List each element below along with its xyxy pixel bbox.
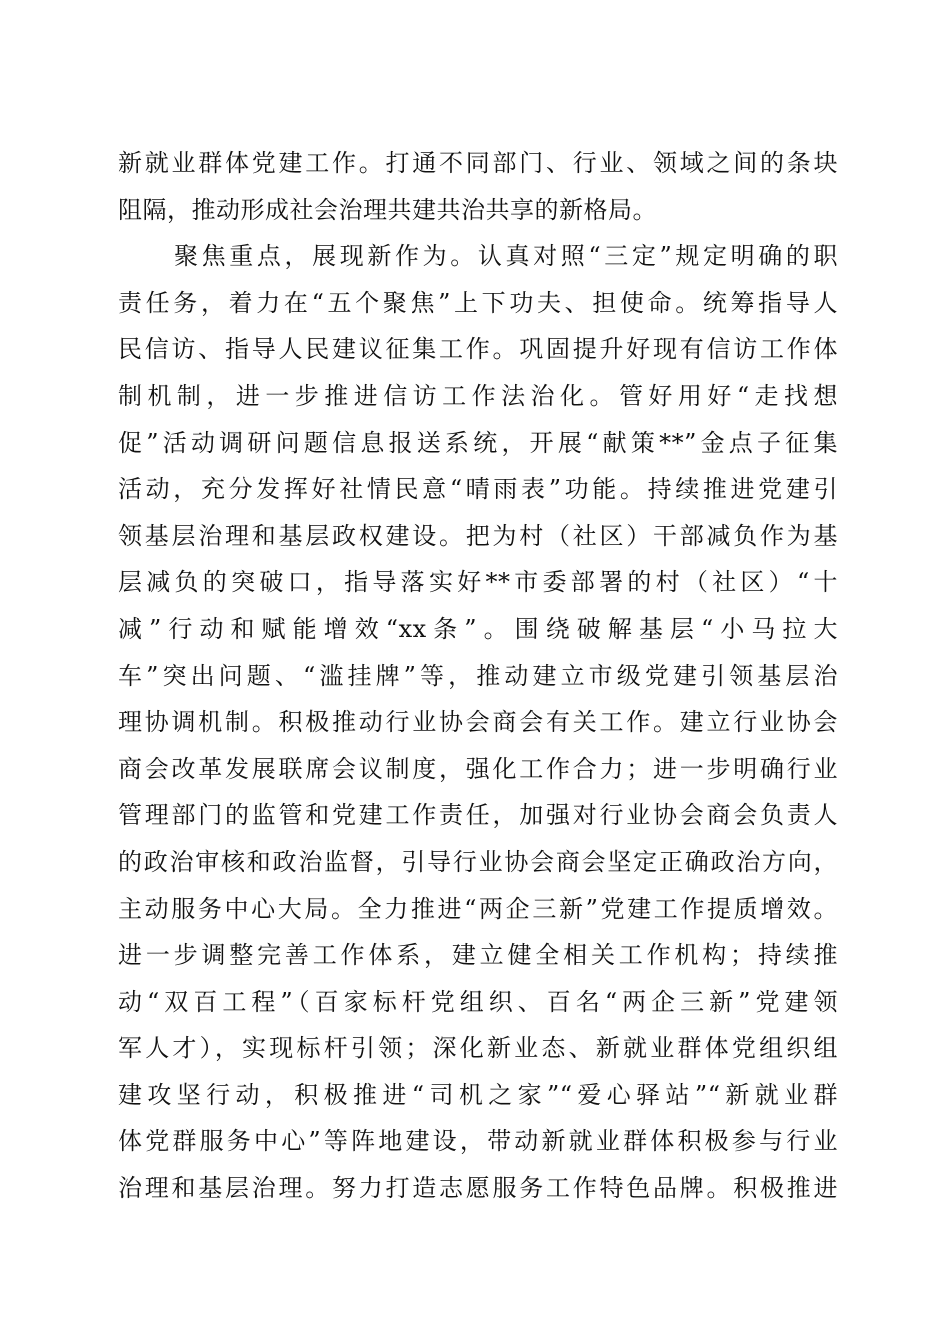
text-line: 进一步调整完善工作体系，建立健全相关工作机构；持续推 (118, 941, 838, 970)
text-line: 新就业群体党建工作。打通不同部门、行业、领域之间的条块 (118, 149, 838, 177)
text-line: 军人才），实现标杆引领；深化新业态、新就业群体党组织组 (118, 1034, 838, 1063)
text-line: 商会改革发展联席会议制度，强化工作合力；进一步明确行业 (118, 754, 838, 783)
text-line: 建攻坚行动，积极推进“司机之家”“爱心驿站”“新就业群 (118, 1080, 838, 1109)
text-line: 责任务，着力在“五个聚焦”上下功夫、担使命。统筹指导人 (118, 288, 838, 317)
text-line: 促”活动调研问题信息报送系统，开展“献策**”金点子征集 (118, 428, 838, 457)
text-line: 民信访、指导人民建议征集工作。巩固提升好现有信访工作体 (118, 335, 838, 364)
text-line: 制机制，进一步推进信访工作法治化。管好用好“走找想 (118, 381, 838, 410)
text-line: 理协调机制。积极推动行业协会商会有关工作。建立行业协会 (118, 708, 838, 737)
text-line: 领基层治理和基层政权建设。把为村（社区）干部减负作为基 (118, 521, 838, 550)
text-line: 阻隔，推动形成社会治理共建共治共享的新格局。 (118, 195, 657, 224)
text-line: 治理和基层治理。努力打造志愿服务工作特色品牌。积极推进 (118, 1174, 838, 1203)
text-line: 的政治审核和政治监督，引导行业协会商会坚定正确政治方向， (118, 847, 838, 876)
text-line: 层减负的突破口，指导落实好**市委部署的村（社区）“十 (118, 568, 838, 597)
text-line: 减”行动和赋能增效“xx条”。围绕破解基层“小马拉大 (118, 614, 838, 643)
paragraph-start-line: 聚焦重点，展现新作为。认真对照“三定”规定明确的职 (174, 242, 838, 271)
text-line: 管理部门的监管和党建工作责任，加强对行业协会商会负责人 (118, 801, 838, 830)
body-text (118, 140, 838, 1212)
text-line: 主动服务中心大局。全力推进“两企三新”党建工作提质增效。 (118, 894, 838, 923)
text-line: 活动，充分发挥好社情民意“晴雨表”功能。持续推进党建引 (118, 475, 838, 504)
text-line: 车”突出问题、“滥挂牌”等，推动建立市级党建引领基层治 (118, 661, 838, 690)
text-line: 体党群服务中心”等阵地建设，带动新就业群体积极参与行业 (118, 1127, 838, 1156)
text-line: 动“双百工程”（百家标杆党组织、百名“两企三新”党建领 (118, 987, 838, 1016)
